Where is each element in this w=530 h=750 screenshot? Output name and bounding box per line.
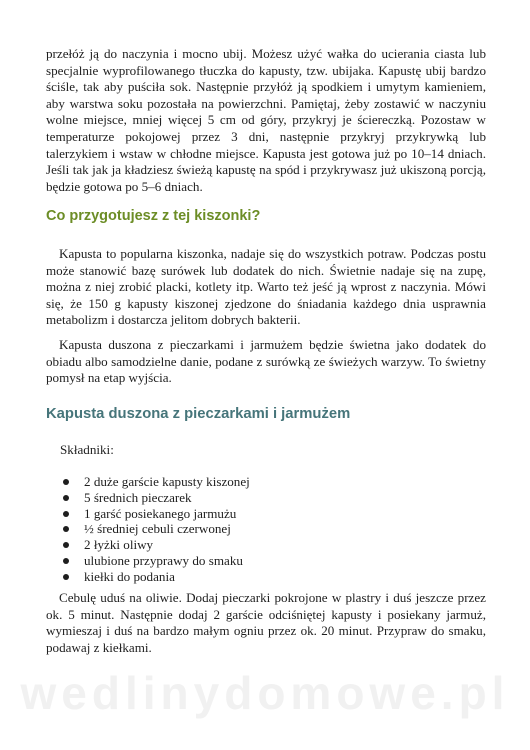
bullet-icon bbox=[63, 542, 69, 548]
recipe-heading: Kapusta duszona z pieczarkami i jarmużem bbox=[46, 406, 351, 422]
ingredient-item: 5 średnich pieczarek bbox=[60, 490, 250, 506]
section-paragraph-2: Kapusta duszona z pieczarkami i jarmużem będzie świetna jako dodatek do obiadu albo samodzielne danie, podane z surówką ze świeżych warzyw. To świetny pomysł na etap wyjścia. bbox=[46, 337, 486, 386]
section-heading-kiszonka: Co przygotujesz z tej kiszonki? bbox=[46, 208, 261, 224]
bullet-icon bbox=[63, 511, 69, 517]
intro-paragraph: przełóż ją do naczynia i mocno ubij. Możesz użyć wałka do ucierania ciasta lub specjalnie wyprofilowanego tłuczka do kapusty, tzw. ubijaka. Kapustę ubij bardzo ściśle, tak aby puściła sok. Następnie przyłóż ją spodkiem i umytym kamieniem, aby warstwa soku pozostała na powierzchni. Pamiętaj, żeby zostawić w naczyniu wolne miejsce, mniej więcej 5 cm od góry, przykryj je ściereczką. Pozostaw w temperaturze pokojowej przez 3 dni, następnie przykryj przykrywką lub talerzykiem i wstaw w chłodne miejsce. Kapusta jest gotowa już po 10–14 dniach. Jeśli tak jak ja kładziesz świeżą kapustę na spód i przykrywasz już ukiszoną porcją, będzie gotowa po 5–6 dniach. bbox=[46, 46, 486, 194]
bullet-icon bbox=[63, 574, 69, 580]
section-paragraph-1: Kapusta to popularna kiszonka, nadaje się do wszystkich potraw. Podczas postu może stanowić bazę surówek lub dodatek do nich. Świetnie nadaje się na zupę, można z niej zrobić placki, kotlety itp. Warto też jeść ją wprost z naczynia. Mówi się, że 150 g kapusty kiszonej zjedzone do śniadania każdego dnia usprawnia metabolizm i dostarcza jelitom dobrych bakterii. bbox=[46, 246, 486, 328]
bullet-icon bbox=[63, 495, 69, 501]
ingredients-label: Składniki: bbox=[60, 442, 114, 457]
bullet-icon bbox=[63, 526, 69, 532]
ingredient-item: 2 łyżki oliwy bbox=[60, 537, 250, 553]
ingredient-item: ½ średniej cebuli czerwonej bbox=[60, 521, 250, 537]
ingredient-item: 1 garść posiekanego jarmużu bbox=[60, 506, 250, 522]
ingredient-item: ulubione przyprawy do smaku bbox=[60, 553, 250, 569]
watermark: wedlinydomowe.pl bbox=[20, 667, 510, 719]
bullet-icon bbox=[63, 479, 69, 485]
recipe-method: Cebulę uduś na oliwie. Dodaj pieczarki pokrojone w plastry i duś jeszcze przez ok. 5 minut. Następnie dodaj 2 garście odciśniętej kapusty i posiekany jarmuż, wymieszaj i duś na bardzo małym ogniu przez ok. 20 minut. Przypraw do smaku, podawaj z kiełkami. bbox=[46, 590, 486, 655]
ingredients-list bbox=[60, 474, 250, 585]
bullet-icon bbox=[63, 558, 69, 564]
ingredient-item: 2 duże garście kapusty kiszonej bbox=[60, 474, 250, 490]
ingredient-item: kiełki do podania bbox=[60, 569, 250, 585]
